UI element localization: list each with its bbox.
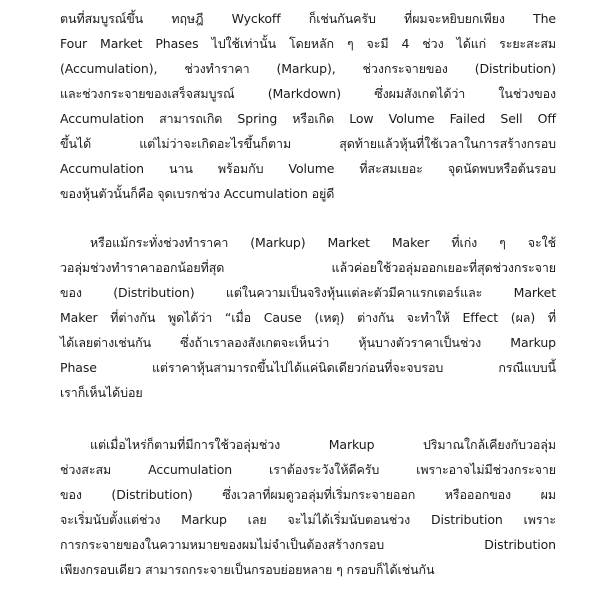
paragraph-2	[60, 230, 556, 405]
text-line: ของ (Distribution) แต่ในความเป็นจริงหุ้นแต่ละตัวมีคาแรกเตอร์และ Market	[60, 285, 556, 300]
text-line: Accumulation สามารถเกิด Spring หรือเกิด Low Volume Failed Sell Off	[60, 111, 556, 126]
text-line: การกระจายของในความหมายของผมไม่จำเป็นต้องสร้างกรอบ Distribution	[60, 537, 556, 552]
text-line: ขึ้นได้ แต่ไม่ว่าจะเกิดอะไรขึ้นก็ตาม สุดท้ายแล้วหุ้นที่ใช้เวลาในการสร้างกรอบ	[60, 136, 556, 151]
text-line: ช่วงสะสม Accumulation เราต้องระวังให้ดีครับ เพราะอาจไม่มีช่วงกระจาย	[60, 462, 556, 477]
text-line: ของหุ้นตัวนั้นก็คือ จุดเบรกช่วง Accumulation อยู่ดี	[60, 186, 335, 201]
text-line: Accumulation นาน พร้อมกับ Volume ที่สะสมเยอะ จุดนัดพบหรือต้นรอบ	[60, 161, 556, 176]
text-line: เราก็เห็นได้บ่อย	[60, 385, 143, 400]
text-line: ตนที่สมบูรณ์ขึ้น ทฤษฎี Wyckoff ก็เช่นกันครับ ที่ผมจะหยิบยกเพียง The	[60, 11, 556, 26]
paragraph-1	[60, 6, 556, 206]
text-line: จะเริ่มนับตั้งแต่ช่วง Markup เลย จะไม่ได้เริ่มนับตอนช่วง Distribution เพราะ	[60, 512, 556, 527]
text-line: Maker ที่ต่างกัน พูดได้ว่า “เมื่อ Cause (เหตุ) ต่างกัน จะทำให้ Effect (ผล) ที่	[60, 310, 556, 325]
text-line: ของ (Distribution) ซึ่งเวลาที่ผมดูวอลุ่มที่เริ่มกระจายออก หรือออกของ ผม	[60, 487, 556, 502]
text-line: (Accumulation), ช่วงทำราคา (Markup), ช่วงกระจายของ (Distribution)	[60, 61, 556, 76]
paragraph-3	[60, 432, 556, 582]
text-line: Phase แต่ราคาหุ้นสามารถขึ้นไปได้แค่นิดเดียวก่อนที่จะจบรอบ กรณีแบบนี้	[60, 360, 556, 375]
text-line: ได้เลยต่างเช่นกัน ซึ่งถ้าเราลองสังเกตจะเห็นว่า หุ้นบางตัวราคาเป็นช่วง Markup	[60, 335, 556, 350]
text-line: วอลุ่มช่วงทำราคาออกน้อยที่สุด แล้วค่อยใช้วอลุ่มออกเยอะที่สุดช่วงกระจาย	[60, 260, 556, 275]
text-line: เพียงกรอบเดียว สามารถกระจายเป็นกรอบย่อยหลาย ๆ กรอบก็ได้เช่นกัน	[60, 562, 435, 577]
text-line: และช่วงกระจายของเสร็จสมบูรณ์ (Markdown) ซึ่งผมสังเกตได้ว่า ในช่วงของ	[60, 86, 556, 101]
text-line: แต่เมื่อไหร่ก็ตามที่มีการใช้วอลุ่มช่วง Markup ปริมาณใกล้เคียงกับวอลุ่ม	[90, 437, 556, 452]
text-line: หรือแม้กระทั่งช่วงทำราคา (Markup) Market Maker ที่เก่ง ๆ จะใช้	[90, 235, 556, 250]
text-line: Four Market Phases ไปใช้เท่านั้น โดยหลัก ๆ จะมี 4 ช่วง ได้แก่ ระยะสะสม	[60, 36, 556, 51]
